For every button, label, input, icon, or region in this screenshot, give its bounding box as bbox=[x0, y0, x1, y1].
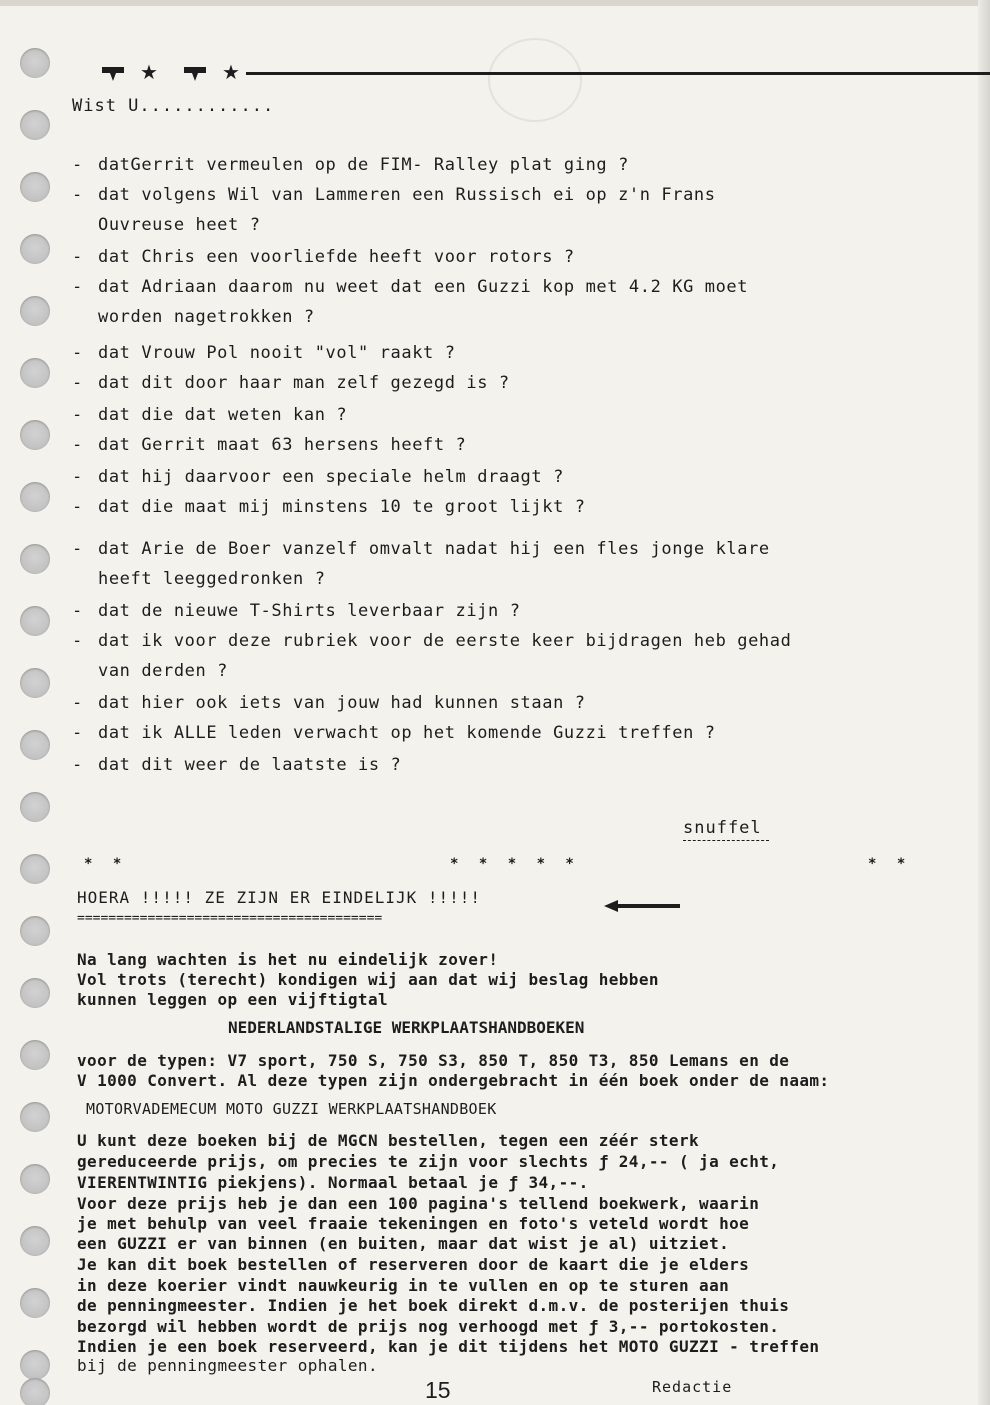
punch-hole bbox=[20, 234, 50, 264]
punch-hole bbox=[20, 1040, 50, 1070]
book-name: MOTORVADEMECUM MOTO GUZZI WERKPLAATSHANDBOEK bbox=[86, 1100, 497, 1118]
punch-hole bbox=[20, 358, 50, 388]
punch-hole bbox=[20, 854, 50, 884]
types-line: V 1000 Convert. Al deze typen zijn ondergebracht in één boek onder de naam: bbox=[77, 1071, 830, 1090]
page-number: 15 bbox=[425, 1377, 451, 1403]
body-line: Indien je een boek reserveerd, kan je dit tijdens het MOTO GUZZI - treffen bbox=[77, 1337, 820, 1356]
list-item: - dat hier ook iets van jouw had kunnen staan ? bbox=[72, 693, 586, 713]
punch-hole bbox=[20, 792, 50, 822]
announcement-heading: HOERA !!!!! ZE ZIJN ER EINDELIJK !!!!! bbox=[77, 888, 482, 907]
list-item: - dat die dat weten kan ? bbox=[72, 405, 348, 425]
section-intro: Wist U............ bbox=[72, 96, 275, 116]
punch-hole bbox=[20, 1102, 50, 1132]
list-item: - dat die maat mij minstens 10 te groot lijkt ? bbox=[72, 497, 586, 517]
punch-hole bbox=[20, 978, 50, 1008]
signature: snuffel bbox=[683, 818, 762, 838]
star-icon: ★ bbox=[222, 60, 240, 84]
list-item: - dat hij daarvoor een speciale helm draagt ? bbox=[72, 467, 564, 487]
paper-right-edge bbox=[978, 0, 990, 1405]
punch-hole bbox=[20, 606, 50, 636]
separator-left: * * bbox=[84, 856, 128, 872]
heading-underline: ======================================= bbox=[77, 911, 383, 926]
arrow-left-icon bbox=[604, 900, 680, 912]
list-item: - dat ik voor deze rubriek voor de eerste keer bijdragen heb gehad van derden ? bbox=[72, 631, 792, 681]
punch-hole bbox=[20, 1288, 50, 1318]
author-signoff: Redactie bbox=[652, 1378, 733, 1396]
body-line: gereduceerde prijs, om precies te zijn voor slechts ƒ 24,-- ( ja echt, bbox=[77, 1152, 780, 1171]
list-item: - dat Vrouw Pol nooit "vol" raakt ? bbox=[72, 343, 456, 363]
list-item: - dat Chris een voorliefde heeft voor rotors ? bbox=[72, 247, 575, 267]
body-line: je met behulp van veel fraaie tekeningen en foto's veteld wordt hoe bbox=[77, 1214, 750, 1233]
list-item: - dat de nieuwe T-Shirts leverbaar zijn ? bbox=[72, 601, 521, 621]
body-line: een GUZZI er van binnen (en buiten, maar dat wist je al) uitziet. bbox=[77, 1234, 730, 1253]
list-item: - datGerrit vermeulen op de FIM- Ralley plat ging ? bbox=[72, 155, 629, 175]
separator-right: * * bbox=[868, 856, 912, 872]
list-item: - dat dit weer de laatste is ? bbox=[72, 755, 402, 775]
list-item: - dat Adriaan daarom nu weet dat een Guzzi kop met 4.2 KG moet worden nagetrokken ? bbox=[72, 277, 749, 327]
punch-hole bbox=[20, 48, 50, 78]
list-item: - dat Arie de Boer vanzelf omvalt nadat hij een fles jonge klare heeft leeggedronken ? bbox=[72, 539, 770, 589]
punch-hole bbox=[20, 296, 50, 326]
punch-hole bbox=[20, 1164, 50, 1194]
intro-line: kunnen leggen op een vijftigtal bbox=[77, 990, 389, 1009]
body-line: bezorgd wil hebben wordt de prijs nog verhoogd met ƒ 3,-- portokosten. bbox=[77, 1317, 780, 1336]
intro-line: Na lang wachten is het nu eindelijk zover! bbox=[77, 950, 499, 969]
punch-hole bbox=[20, 668, 50, 698]
punch-hole bbox=[20, 482, 50, 512]
signature-underline bbox=[683, 840, 769, 841]
punch-hole bbox=[20, 420, 50, 450]
list-item: - dat dit door haar man zelf gezegd is ? bbox=[72, 373, 510, 393]
paper-top-edge bbox=[0, 0, 990, 6]
punch-hole bbox=[20, 544, 50, 574]
body-line: Voor deze prijs heb je dan een 100 pagina's tellend boekwerk, waarin bbox=[77, 1194, 760, 1213]
body-line: in deze koerier vindt nauwkeurig in te vullen en op te sturen aan bbox=[77, 1276, 730, 1295]
body-line: de penningmeester. Indien je het boek direkt d.m.v. de posterijen thuis bbox=[77, 1296, 790, 1315]
header-rule bbox=[246, 72, 990, 75]
arrow-down-icon bbox=[184, 67, 206, 81]
punch-hole bbox=[20, 1226, 50, 1256]
types-line: voor de typen: V7 sport, 750 S, 750 S3, 850 T, 850 T3, 850 Lemans en de bbox=[77, 1051, 790, 1070]
intro-line: Vol trots (terecht) kondigen wij aan dat wij beslag hebben bbox=[77, 970, 659, 989]
body-line: bij de penningmeester ophalen. bbox=[77, 1356, 378, 1375]
punch-hole bbox=[20, 172, 50, 202]
punch-hole bbox=[20, 1378, 50, 1405]
body-line: Je kan dit boek bestellen of reserveren door de kaart die je elders bbox=[77, 1255, 750, 1274]
list-item: - dat ik ALLE leden verwacht op het komende Guzzi treffen ? bbox=[72, 723, 716, 743]
list-item: - dat volgens Wil van Lammeren een Russisch ei op z'n Frans Ouvreuse heet ? bbox=[72, 185, 716, 235]
body-line: VIERENTWINTIG piekjens). Normaal betaal je ƒ 34,--. bbox=[77, 1173, 589, 1192]
header-ornament bbox=[90, 60, 990, 86]
arrow-down-icon bbox=[102, 67, 124, 81]
punch-hole bbox=[20, 1350, 50, 1380]
list-item: - dat Gerrit maat 63 hersens heeft ? bbox=[72, 435, 467, 455]
body-line: U kunt deze boeken bij de MGCN bestellen, tegen een zéér sterk bbox=[77, 1131, 700, 1150]
star-icon: ★ bbox=[140, 60, 158, 84]
punch-hole bbox=[20, 730, 50, 760]
book-title: NEDERLANDSTALIGE WERKPLAATSHANDBOEKEN bbox=[228, 1018, 585, 1037]
separator-middle: * * * * * bbox=[450, 856, 580, 872]
punch-hole bbox=[20, 110, 50, 140]
punch-hole bbox=[20, 916, 50, 946]
